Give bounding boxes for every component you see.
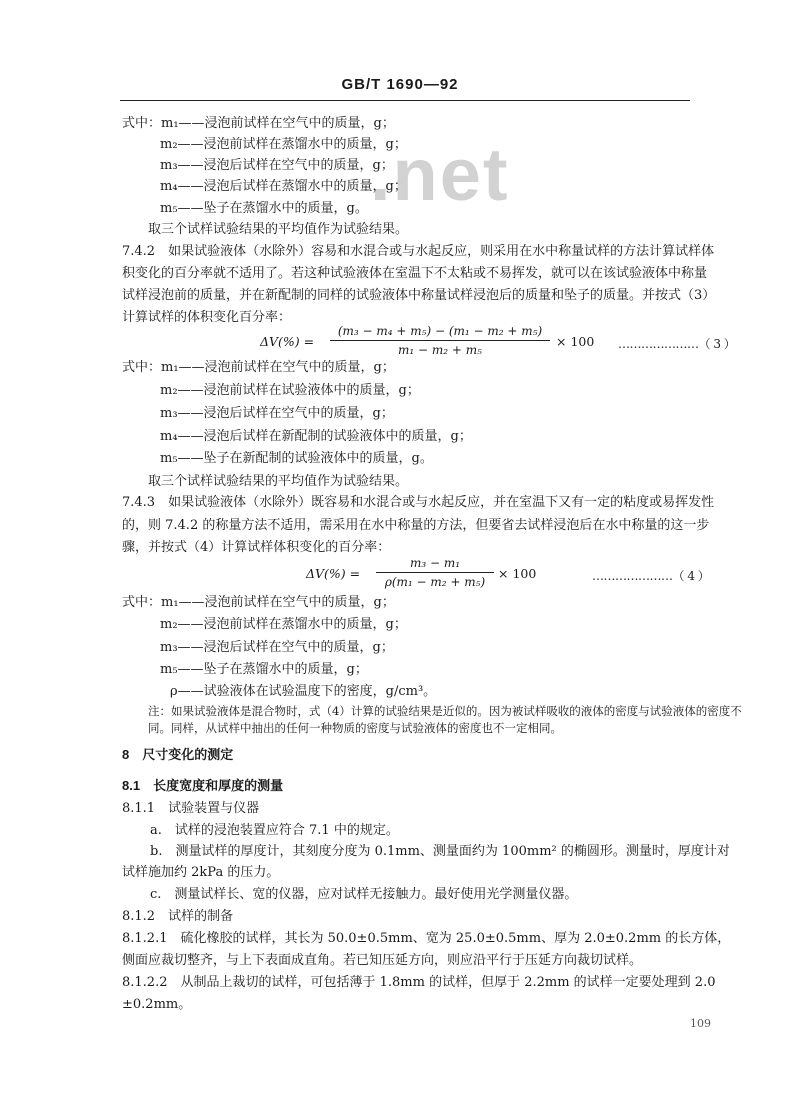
def-line: m₅——坠子在蒸馏水中的质量，g。	[160, 201, 368, 216]
def-line: 式中：m₁——浸泡前试样在空气中的质量，g；	[122, 360, 395, 375]
section-8-1-1-title: 8.1.1 试验装置与仪器	[122, 801, 260, 816]
def-line: 式中：m₁——浸泡前试样在空气中的质量，g；	[122, 116, 395, 131]
def-line: ρ——试验液体在试验温度下的密度，g/cm³。	[170, 684, 437, 699]
def-line: 式中：m₁——浸泡前试样在空气中的质量，g；	[122, 595, 395, 610]
page-number: 109	[690, 1017, 711, 1030]
paragraph-line: 积变化的百分率就不适用了。若这种试验液体在室温下不太粘或不易挥发，就可以在该试验液体中称量	[122, 266, 708, 281]
watermark: .net	[370, 133, 510, 216]
formula-3-denominator: m₁ − m₂ + m₅	[398, 343, 482, 357]
list-item: c. 测量试样长、宽的仪器，应对试样无接触力。最好使用光学测量仪器。	[150, 887, 578, 902]
section-8-title: 8 尺寸变化的测定	[122, 747, 234, 762]
list-item: b. 测量试样的厚度计，其刻度分度为 0.1mm、测量面约为 100mm² 的椭圆形。测量时，厚度计对	[150, 844, 730, 859]
paragraph-line: 8.1.2.2 从制品上裁切的试样，可包括薄于 1.8mm 的试样，但厚于 2.2mm 的试样一定要处理到 2.0	[122, 975, 716, 990]
note-line: 注：如果试验液体是混合物时，式（4）计算的试验结果是近似的。因为被试样吸收的液体的密度与试验液体的密度不	[148, 704, 742, 718]
section-8-1-2-title: 8.1.2 试样的制备	[122, 909, 234, 924]
note-line: 同。同样，从试样中抽出的任何一种物质的密度与试验液体的密度也不一定相同。	[148, 721, 562, 735]
def-line: m₃——浸泡后试样在空气中的质量，g；	[160, 640, 394, 655]
paragraph-line: 骤，并按式（4）计算试样体积变化的百分率：	[122, 540, 391, 555]
formula-4-fraction	[376, 556, 494, 589]
paragraph-line: 的，则 7.4.2 的称量方法不适用，需采用在水中称量的方法，但要省去试样浸泡后在水中称量的这一步	[122, 518, 710, 533]
def-line: m₄——浸泡后试样在蒸馏水中的质量，g；	[160, 179, 407, 194]
formula-3-fraction	[330, 324, 550, 357]
paragraph-line: ±0.2mm。	[122, 997, 192, 1012]
formula-4-denominator: ρ(m₁ − m₂ + m₅)	[384, 575, 486, 589]
paragraph-line: 7.4.2 如果试验液体（水除外）容易和水混合或与水起反应，则采用在水中称量试样的方法计算试样体	[122, 244, 715, 259]
section-8-1-title: 8.1 长度宽度和厚度的测量	[122, 778, 284, 793]
formula-3-lhs: ΔV(%) =	[260, 334, 315, 349]
paragraph-line: 试样浸泡前的质量，并在新配制的同样的试验液体中称量试样浸泡后的质量和坠子的质量。并按式（3）	[122, 288, 716, 303]
def-line: m₃——浸泡后试样在空气中的质量，g；	[160, 406, 394, 421]
def-line: m₅——坠子在蒸馏水中的质量，g；	[160, 662, 368, 677]
paragraph-line: 取三个试样试验结果的平均值作为试验结果。	[148, 474, 409, 489]
def-line: m₂——浸泡前试样在蒸馏水中的质量，g；	[160, 137, 407, 152]
paragraph-line: 8.1.2.1 硫化橡胶的试样，其长为 50.0±0.5mm、宽为 25.0±0.5mm、厚为 2.0±0.2mm 的长方体，	[122, 931, 731, 946]
def-line: m₂——浸泡前试样在蒸馏水中的质量，g；	[160, 617, 407, 632]
paragraph-line: 侧面应裁切整齐，与上下表面成直角。若已知压延方向，则应沿平行于压延方向裁切试样。	[122, 953, 643, 968]
paragraph-line: 7.4.3 如果试验液体（水除外）既容易和水混合或与水起反应，并在室温下又有一定的粘度或易挥发性	[122, 495, 715, 510]
def-line: m₄——浸泡后试样在新配制的试验液体中的质量，g；	[160, 429, 472, 444]
header-rule	[120, 100, 690, 101]
list-item-continuation: 试样施加约 2kPa 的压力。	[122, 865, 280, 880]
paragraph-line: 取三个试样试验结果的平均值作为试验结果。	[148, 222, 409, 237]
list-item: a. 试样的浸泡装置应符合 7.1 中的规定。	[150, 823, 399, 838]
fraction-bar	[330, 340, 550, 341]
formula-4-numerator: m₃ − m₁	[409, 556, 461, 570]
formula-4-lhs: ΔV(%) =	[306, 566, 361, 581]
paragraph-line: 计算试样的体积变化百分率：	[122, 310, 292, 325]
formula-3-factor: × 100	[556, 334, 595, 349]
formula-4-number: …………………（ 4 ）	[592, 569, 710, 583]
formula-3-number: …………………（ 3 ）	[618, 337, 736, 351]
fraction-bar	[376, 572, 494, 573]
formula-3-numerator: (m₃ − m₄ + m₅) − (m₁ − m₂ + m₅)	[337, 324, 543, 338]
standard-header: GB/T 1690—92	[341, 76, 459, 93]
def-line: m₃——浸泡后试样在空气中的质量，g；	[160, 158, 394, 173]
def-line: m₅——坠子在新配制的试验液体中的质量，g。	[160, 451, 433, 466]
formula-4-factor: × 100	[498, 566, 537, 581]
def-line: m₂——浸泡前试样在试验液体中的质量，g；	[160, 383, 420, 398]
